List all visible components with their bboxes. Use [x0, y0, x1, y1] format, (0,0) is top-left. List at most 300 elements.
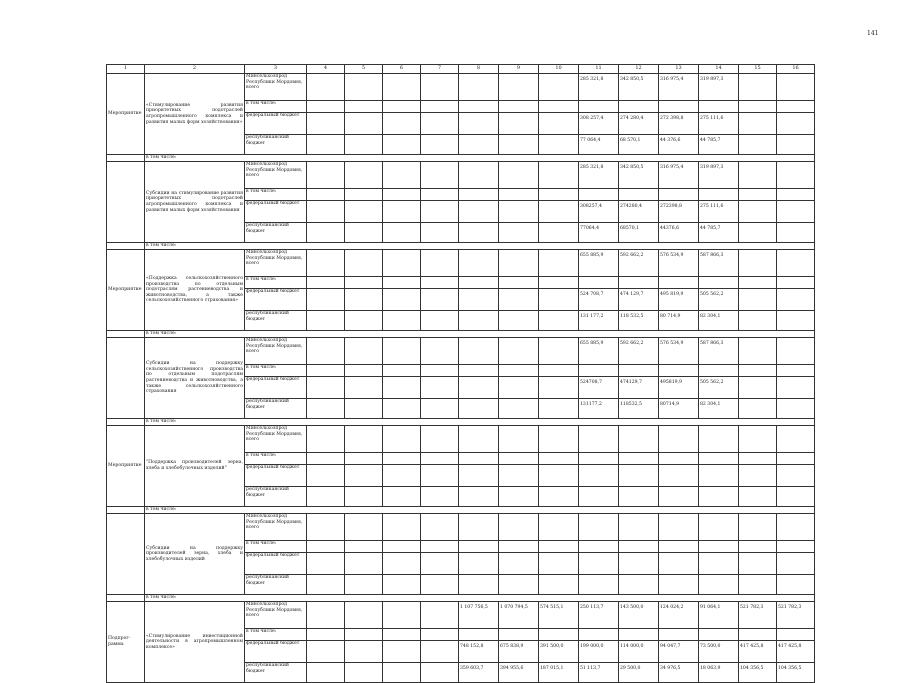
measure-title: Субсидии на стимулирование развития приоритетных подотраслей агропромышленного комплекса и развития малых форм хозяйствования	[145, 162, 245, 243]
value-cell	[307, 277, 345, 289]
funding-source: республиканский бюджет	[245, 575, 307, 595]
value-cell	[307, 629, 345, 641]
value-cell	[579, 465, 619, 487]
value-cell	[539, 250, 579, 277]
value-cell	[619, 575, 659, 595]
value-cell	[777, 553, 815, 575]
value-cell: 592 662,2	[619, 250, 659, 277]
value-cell: 275 111,6	[699, 113, 739, 135]
value-cell	[421, 453, 459, 465]
value-cell	[739, 399, 777, 419]
value-cell	[499, 311, 539, 331]
subheading-row	[107, 331, 815, 338]
value-cell	[539, 426, 579, 453]
value-cell	[421, 426, 459, 453]
value-cell	[739, 289, 777, 311]
funding-source: федеральный бюджет	[245, 289, 307, 311]
value-cell	[619, 277, 659, 289]
table-row	[107, 602, 815, 629]
value-cell	[383, 223, 421, 243]
value-cell: 44 785,7	[699, 223, 739, 243]
value-cell	[619, 514, 659, 541]
value-cell	[699, 189, 739, 201]
value-cell	[459, 465, 499, 487]
column-header: 10	[539, 65, 579, 74]
value-cell	[777, 453, 815, 465]
value-cell	[421, 311, 459, 331]
subheading-row	[107, 243, 815, 250]
value-cell	[777, 426, 815, 453]
value-cell	[539, 189, 579, 201]
value-cell	[345, 365, 383, 377]
value-cell: 77 064,4	[579, 135, 619, 155]
value-cell	[619, 189, 659, 201]
page-number: 141	[867, 30, 879, 37]
value-cell	[777, 289, 815, 311]
value-cell	[459, 74, 499, 101]
table-row	[107, 426, 815, 453]
value-cell	[539, 162, 579, 189]
value-cell: 44376,6	[659, 223, 699, 243]
measure-title: Субсидии на поддержку сельскохозяйственного производства по отдельным подотраслям растениеводства и животноводства, а также сельскохозяйственного страхования	[145, 338, 245, 419]
value-cell	[499, 365, 539, 377]
value-cell: 80714,9	[659, 399, 699, 419]
value-cell	[539, 135, 579, 155]
value-cell	[739, 74, 777, 101]
value-cell	[579, 277, 619, 289]
value-cell	[739, 189, 777, 201]
funding-source: федеральный бюджет	[245, 377, 307, 399]
value-cell	[539, 74, 579, 101]
value-cell: 524708,7	[579, 377, 619, 399]
value-cell	[421, 465, 459, 487]
value-cell	[499, 514, 539, 541]
value-cell	[459, 377, 499, 399]
funding-source: в том числе:	[245, 629, 307, 641]
funding-source: республиканский бюджет	[245, 223, 307, 243]
value-cell	[659, 101, 699, 113]
value-cell: 114 000,0	[619, 641, 659, 663]
value-cell	[383, 277, 421, 289]
value-cell	[421, 135, 459, 155]
value-cell	[739, 465, 777, 487]
value-cell: 285 321,8	[579, 74, 619, 101]
value-cell	[421, 223, 459, 243]
value-cell	[383, 101, 421, 113]
value-cell: 44 785,7	[699, 135, 739, 155]
value-cell	[499, 541, 539, 553]
value-cell	[421, 162, 459, 189]
value-cell	[383, 541, 421, 553]
value-cell	[383, 453, 421, 465]
value-cell	[421, 289, 459, 311]
value-cell	[659, 465, 699, 487]
value-cell	[499, 629, 539, 641]
value-cell	[345, 453, 383, 465]
value-cell	[459, 426, 499, 453]
funding-source: федеральный бюджет	[245, 201, 307, 223]
value-cell: 574 515,1	[539, 602, 579, 629]
value-cell	[739, 162, 777, 189]
table-row	[107, 74, 815, 101]
value-cell	[459, 338, 499, 365]
value-cell: 417 425,8	[739, 641, 777, 663]
column-header: 2	[145, 65, 245, 74]
value-cell: 29 500,0	[619, 663, 659, 683]
value-cell: 118 532,5	[619, 311, 659, 331]
empty-cell	[107, 331, 145, 338]
value-cell	[307, 641, 345, 663]
value-cell	[777, 465, 815, 487]
value-cell	[659, 553, 699, 575]
value-cell	[345, 101, 383, 113]
value-cell	[739, 338, 777, 365]
value-cell	[307, 602, 345, 629]
value-cell	[499, 426, 539, 453]
value-cell	[739, 201, 777, 223]
value-cell	[307, 553, 345, 575]
value-cell	[739, 113, 777, 135]
value-cell	[383, 426, 421, 453]
value-cell	[421, 541, 459, 553]
funding-source: Минсельхозпрод Республики Мордовия, всего	[245, 426, 307, 453]
value-cell	[619, 629, 659, 641]
value-cell	[499, 113, 539, 135]
value-cell	[421, 113, 459, 135]
value-cell	[345, 377, 383, 399]
value-cell	[307, 135, 345, 155]
value-cell	[699, 575, 739, 595]
value-cell	[699, 487, 739, 507]
value-cell	[739, 311, 777, 331]
value-cell	[383, 189, 421, 201]
value-cell: 18 063,9	[699, 663, 739, 683]
value-cell	[777, 311, 815, 331]
value-cell: 505 562,2	[699, 289, 739, 311]
value-cell	[659, 541, 699, 553]
funding-source: Минсельхозпрод Республики Мордовия, всего	[245, 250, 307, 277]
value-cell	[579, 575, 619, 595]
value-cell: 1 107 756,5	[459, 602, 499, 629]
column-header: 6	[383, 65, 421, 74]
value-cell: 675 838,9	[499, 641, 539, 663]
value-cell: 655 885,9	[579, 338, 619, 365]
value-cell	[499, 277, 539, 289]
value-cell	[619, 541, 659, 553]
value-cell	[739, 453, 777, 465]
value-cell	[619, 426, 659, 453]
budget-table	[106, 64, 815, 683]
value-cell	[345, 311, 383, 331]
value-cell	[307, 541, 345, 553]
value-cell	[777, 338, 815, 365]
value-cell	[345, 553, 383, 575]
value-cell	[459, 250, 499, 277]
value-cell	[499, 553, 539, 575]
value-cell	[459, 289, 499, 311]
value-cell	[421, 277, 459, 289]
value-cell	[777, 201, 815, 223]
value-cell: 391 500,0	[539, 641, 579, 663]
value-cell	[777, 189, 815, 201]
value-cell	[345, 487, 383, 507]
value-cell: 394 955,6	[499, 663, 539, 683]
value-cell	[539, 311, 579, 331]
value-cell: 655 885,9	[579, 250, 619, 277]
value-cell	[307, 223, 345, 243]
value-cell	[383, 135, 421, 155]
value-cell	[421, 365, 459, 377]
value-cell	[777, 74, 815, 101]
value-cell	[539, 487, 579, 507]
empty-cell	[107, 595, 145, 602]
column-header: 12	[619, 65, 659, 74]
value-cell	[659, 426, 699, 453]
value-cell	[777, 399, 815, 419]
value-cell	[777, 629, 815, 641]
value-cell: 51 113,7	[579, 663, 619, 683]
value-cell	[619, 453, 659, 465]
value-cell	[499, 101, 539, 113]
value-cell	[383, 289, 421, 311]
value-cell	[459, 162, 499, 189]
value-cell: 521 782,3	[777, 602, 815, 629]
table-row	[107, 338, 815, 365]
value-cell	[619, 487, 659, 507]
value-cell	[579, 189, 619, 201]
value-cell	[459, 223, 499, 243]
funding-source: федеральный бюджет	[245, 641, 307, 663]
table-header-row	[107, 65, 815, 74]
value-cell: 272 398,8	[659, 113, 699, 135]
value-cell	[383, 629, 421, 641]
funding-source: в том числе:	[245, 453, 307, 465]
value-cell	[777, 250, 815, 277]
value-cell: 274280,4	[619, 201, 659, 223]
empty-cell	[107, 243, 145, 250]
value-cell: 1 070 794,5	[499, 602, 539, 629]
value-cell: 308257,4	[579, 201, 619, 223]
value-cell	[345, 399, 383, 419]
value-cell	[307, 113, 345, 135]
value-cell	[499, 338, 539, 365]
value-cell	[383, 162, 421, 189]
value-cell	[777, 377, 815, 399]
value-cell	[345, 338, 383, 365]
value-cell	[307, 377, 345, 399]
table-row	[107, 250, 815, 277]
value-cell	[459, 277, 499, 289]
value-cell: 748 152,8	[459, 641, 499, 663]
value-cell	[579, 514, 619, 541]
value-cell	[307, 465, 345, 487]
funding-source: в том числе:	[245, 365, 307, 377]
value-cell	[739, 426, 777, 453]
subheading-row	[107, 155, 815, 162]
value-cell	[539, 101, 579, 113]
measure-title: «Стимулирование развития приоритетных подотраслей агропромышленного комплекса и развития малых форм хозяйствования»	[145, 74, 245, 155]
value-cell	[659, 453, 699, 465]
value-cell	[307, 338, 345, 365]
value-cell	[739, 541, 777, 553]
funding-source: Минсельхозпрод Республики Мордовия, всего	[245, 514, 307, 541]
value-cell	[539, 575, 579, 595]
value-cell	[383, 514, 421, 541]
value-cell	[345, 277, 383, 289]
value-cell: 359 603,7	[459, 663, 499, 683]
value-cell	[739, 377, 777, 399]
value-cell	[307, 101, 345, 113]
value-cell	[619, 101, 659, 113]
in-total-subheading: в том числе:	[145, 155, 815, 162]
value-cell: 316 975,4	[659, 74, 699, 101]
value-cell: 505 562,2	[699, 377, 739, 399]
row-type-label	[107, 338, 145, 419]
value-cell	[383, 465, 421, 487]
value-cell	[459, 487, 499, 507]
value-cell	[499, 201, 539, 223]
value-cell	[659, 189, 699, 201]
value-cell	[699, 553, 739, 575]
value-cell	[459, 189, 499, 201]
value-cell	[345, 629, 383, 641]
value-cell	[579, 101, 619, 113]
column-header: 7	[421, 65, 459, 74]
funding-source: республиканский бюджет	[245, 663, 307, 683]
column-header: 14	[699, 65, 739, 74]
value-cell	[459, 514, 499, 541]
value-cell	[699, 629, 739, 641]
value-cell	[307, 250, 345, 277]
in-total-subheading: в том числе:	[145, 507, 815, 514]
value-cell	[619, 365, 659, 377]
value-cell	[459, 201, 499, 223]
value-cell: 118532,5	[619, 399, 659, 419]
funding-source: в том числе:	[245, 277, 307, 289]
value-cell	[539, 399, 579, 419]
value-cell	[383, 377, 421, 399]
value-cell	[539, 277, 579, 289]
value-cell	[739, 514, 777, 541]
row-type-label: Подпрог-рамма	[107, 602, 145, 683]
value-cell: 342 850,5	[619, 162, 659, 189]
value-cell	[345, 74, 383, 101]
in-total-subheading: в том числе:	[145, 595, 815, 602]
value-cell	[739, 277, 777, 289]
value-cell	[539, 338, 579, 365]
value-cell: 316 975,4	[659, 162, 699, 189]
funding-source: республиканский бюджет	[245, 311, 307, 331]
value-cell	[699, 453, 739, 465]
value-cell	[459, 541, 499, 553]
value-cell	[307, 426, 345, 453]
value-cell	[659, 575, 699, 595]
subheading-row	[107, 507, 815, 514]
value-cell: 275 111,6	[699, 201, 739, 223]
value-cell	[307, 289, 345, 311]
value-cell: 68 570,1	[619, 135, 659, 155]
value-cell	[539, 113, 579, 135]
row-type-label: Мероприятие	[107, 426, 145, 507]
value-cell	[459, 311, 499, 331]
value-cell: 131177,2	[579, 399, 619, 419]
value-cell: 319 897,3	[699, 74, 739, 101]
empty-cell	[107, 419, 145, 426]
value-cell	[739, 135, 777, 155]
value-cell	[383, 365, 421, 377]
value-cell	[539, 365, 579, 377]
value-cell	[539, 377, 579, 399]
value-cell: 104 356,5	[777, 663, 815, 683]
column-header: 8	[459, 65, 499, 74]
value-cell	[499, 575, 539, 595]
value-cell	[777, 277, 815, 289]
value-cell: 308 257,4	[579, 113, 619, 135]
value-cell	[579, 426, 619, 453]
value-cell	[345, 135, 383, 155]
in-total-subheading: в том числе:	[145, 419, 815, 426]
value-cell	[421, 201, 459, 223]
value-cell: 495819,9	[659, 377, 699, 399]
value-cell	[539, 201, 579, 223]
value-cell	[499, 250, 539, 277]
value-cell: 131 177,2	[579, 311, 619, 331]
value-cell	[421, 602, 459, 629]
value-cell: 592 662,2	[619, 338, 659, 365]
value-cell	[383, 201, 421, 223]
value-cell	[307, 453, 345, 465]
value-cell	[459, 399, 499, 419]
value-cell	[539, 453, 579, 465]
value-cell	[777, 541, 815, 553]
value-cell	[345, 113, 383, 135]
funding-source: в том числе:	[245, 101, 307, 113]
value-cell	[345, 663, 383, 683]
value-cell: 524 708,7	[579, 289, 619, 311]
value-cell	[345, 289, 383, 311]
value-cell	[499, 223, 539, 243]
column-header: 11	[579, 65, 619, 74]
value-cell	[499, 135, 539, 155]
value-cell	[383, 311, 421, 331]
value-cell	[345, 541, 383, 553]
funding-source: в том числе:	[245, 189, 307, 201]
value-cell	[459, 553, 499, 575]
value-cell	[421, 377, 459, 399]
value-cell	[699, 365, 739, 377]
empty-cell	[107, 155, 145, 162]
value-cell	[539, 541, 579, 553]
value-cell	[777, 514, 815, 541]
value-cell	[539, 629, 579, 641]
in-total-subheading: в том числе:	[145, 331, 815, 338]
row-type-label: Мероприятие	[107, 74, 145, 155]
value-cell	[499, 465, 539, 487]
value-cell	[459, 101, 499, 113]
empty-cell	[107, 507, 145, 514]
value-cell	[345, 426, 383, 453]
value-cell	[421, 629, 459, 641]
funding-source: Минсельхозпрод Республики Мордовия, всего	[245, 74, 307, 101]
value-cell	[579, 453, 619, 465]
value-cell	[777, 365, 815, 377]
value-cell	[579, 487, 619, 507]
value-cell	[499, 189, 539, 201]
value-cell	[459, 453, 499, 465]
value-cell	[307, 514, 345, 541]
value-cell: 104 356,5	[739, 663, 777, 683]
value-cell	[739, 223, 777, 243]
